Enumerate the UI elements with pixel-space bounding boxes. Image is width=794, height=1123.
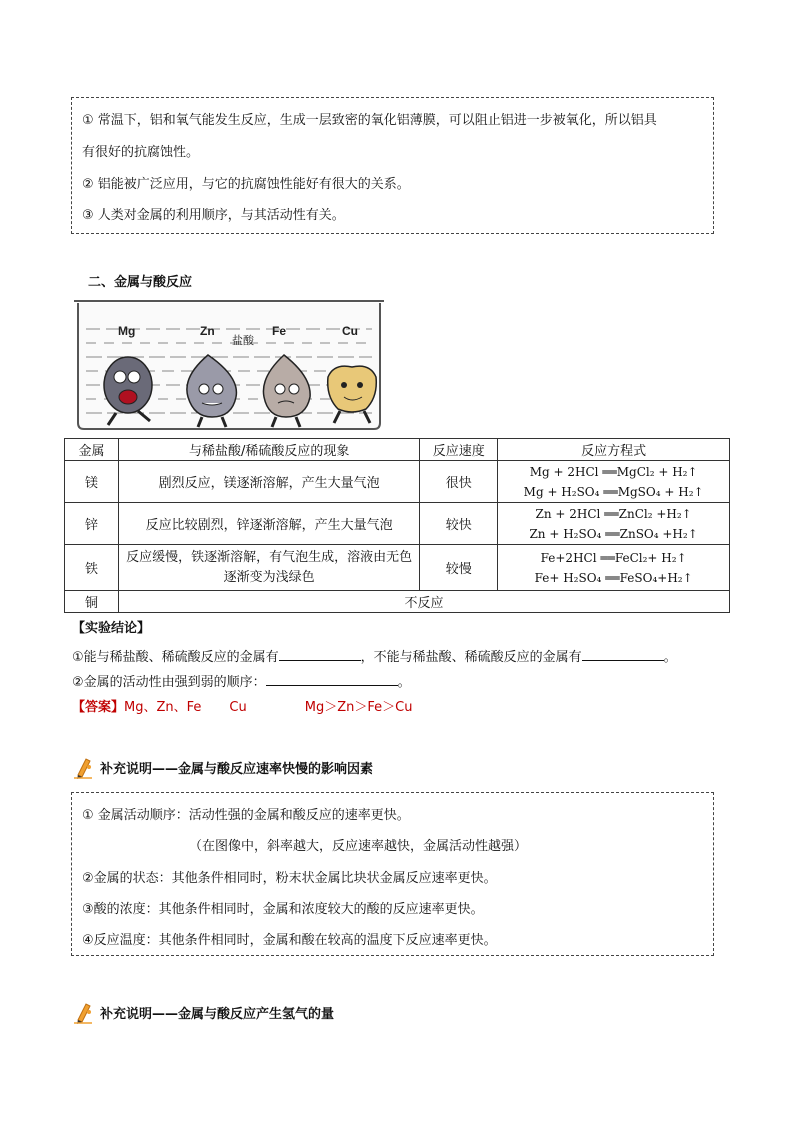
- question-text: 。: [397, 675, 411, 690]
- supplement-heading: [72, 1000, 334, 1024]
- header-equation: 反应方程式: [498, 439, 730, 461]
- beaker-label-mg: Mg: [118, 324, 136, 338]
- equation-cell: [498, 545, 730, 591]
- table-header-row: [65, 439, 730, 461]
- equation: Zn + H₂SO₄ ══ZnSO₄ +H₂↑: [529, 526, 698, 541]
- conclusion-title: 【实验结论】: [72, 621, 151, 636]
- reaction-table: [64, 438, 730, 613]
- note-line: ③ 人类对金属的利用顺序，与其活动性有关。: [82, 208, 345, 223]
- note-line: ① 金属活动顺序：活动性强的金属和酸反应的速率更快。: [82, 808, 410, 823]
- beaker-acid-label: 盐酸: [232, 334, 254, 347]
- note-box-rate-factors: [71, 792, 714, 956]
- note-line: ②金属的状态：其他条件相同时，粉末状金属比块状金属反应速率更快。: [82, 871, 497, 886]
- phenomenon-cell: 反应比较剧烈，锌逐渐溶解，产生大量气泡: [118, 503, 419, 545]
- beaker-label-zn: Zn: [200, 324, 215, 338]
- header-speed: 反应速度: [420, 439, 498, 461]
- note-line: 有很好的抗腐蚀性。: [82, 145, 200, 160]
- equation: Fe+ H₂SO₄ ══FeSO₄+H₂↑: [534, 570, 693, 585]
- table-row: [65, 461, 730, 503]
- pencil-icon: [72, 755, 94, 779]
- metal-cell: 铜: [65, 591, 119, 613]
- equation-cell: [498, 503, 730, 545]
- note-line: ② 铝能被广泛应用，与它的抗腐蚀性能好有很大的关系。: [82, 177, 410, 192]
- pencil-icon: [72, 1000, 94, 1024]
- note-line: ① 常温下，铝和氧气能发生反应，生成一层致密的氧化铝薄膜，可以阻止铝进一步被氧化，所以铝具: [82, 113, 657, 128]
- conclusion-question-1: [72, 646, 677, 665]
- beaker-illustration: [72, 297, 388, 431]
- note-line: ③酸的浓度：其他条件相同时，金属和浓度较大的酸的反应速率更快。: [82, 902, 484, 917]
- equation: Zn + 2HCl ══ZnCl₂ +H₂↑: [535, 506, 692, 521]
- metal-cell: 镁: [65, 461, 119, 503]
- question-text: ②金属的活动性由强到弱的顺序：: [72, 675, 266, 690]
- supplement-heading: [72, 755, 373, 779]
- answer-text: Mg、Zn、Fe: [124, 700, 202, 715]
- question-text: ①能与稀盐酸、稀硫酸反应的金属有: [72, 650, 279, 665]
- answer-line: [72, 696, 412, 715]
- table-row: [65, 503, 730, 545]
- table-row: [65, 591, 730, 613]
- conclusion-question-2: [72, 671, 411, 690]
- supplement-title: 补充说明——金属与酸反应产生氢气的量: [100, 1006, 335, 1022]
- answer-blank[interactable]: [266, 672, 398, 686]
- answer-blank[interactable]: [279, 647, 361, 661]
- answer-text: Cu: [229, 700, 247, 715]
- section-title: 二、金属与酸反应: [88, 275, 193, 290]
- equation: Fe+2HCl ══FeCl₂+ H₂↑: [540, 550, 687, 565]
- beaker-label-cu: Cu: [342, 324, 358, 338]
- speed-cell: 较快: [420, 503, 498, 545]
- answer-text: Mg＞Zn＞Fe＞Cu: [304, 700, 413, 715]
- question-text: ，不能与稀盐酸、稀硫酸反应的金属有: [360, 650, 582, 665]
- note-line: ④反应温度：其他条件相同时，金属和酸在较高的温度下反应速率更快。: [82, 933, 497, 948]
- metal-cell: 铁: [65, 545, 119, 591]
- equation-cell: [498, 461, 730, 503]
- metal-cell: 锌: [65, 503, 119, 545]
- speed-cell: 很快: [420, 461, 498, 503]
- answer-blank[interactable]: [582, 647, 664, 661]
- equation: Mg + 2HCl ══MgCl₂ + H₂↑: [529, 464, 698, 479]
- beaker-label-fe: Fe: [272, 324, 287, 338]
- phenomenon-cell: 反应缓慢，铁逐渐溶解，有气泡生成，溶液由无色逐渐变为浅绿色: [118, 545, 419, 591]
- equation: Mg + H₂SO₄ ══MgSO₄ + H₂↑: [523, 484, 704, 499]
- phenomenon-cell: 剧烈反应，镁逐渐溶解，产生大量气泡: [118, 461, 419, 503]
- answer-tag: 【答案】: [72, 700, 125, 715]
- table-row: [65, 545, 730, 591]
- no-reaction-cell: 不反应: [118, 591, 729, 613]
- supplement-title: 补充说明——金属与酸反应速率快慢的影响因素: [100, 761, 374, 777]
- note-line: （在图像中，斜率越大，反应速率越快，金属活动性越强）: [189, 839, 528, 854]
- note-box-aluminum: [71, 97, 714, 234]
- header-phenomenon: 与稀盐酸/稀硫酸反应的现象: [118, 439, 419, 461]
- speed-cell: 较慢: [420, 545, 498, 591]
- header-metal: 金属: [65, 439, 119, 461]
- question-text: 。: [663, 650, 677, 665]
